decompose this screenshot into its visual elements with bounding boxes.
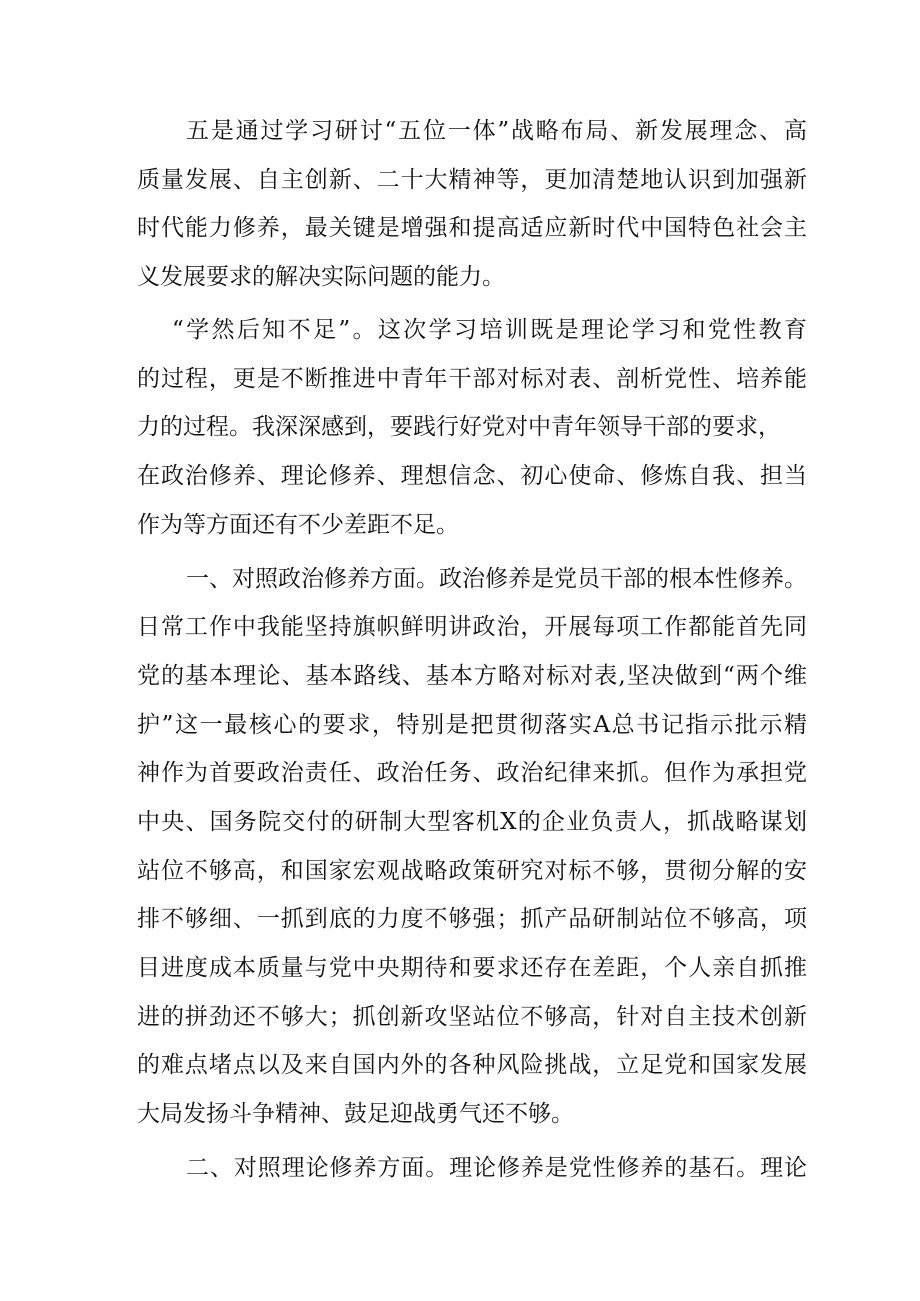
paragraph-2-line-1: “学然后知不足”。这次学习培训既是理论学习和党性教育 (172, 317, 807, 343)
paragraph-2-line-4: 在政治修养、理论修养、理想信念、初心使命、修炼自我、担当 (137, 463, 807, 489)
paragraph-3-line-1: 一、对照政治修养方面。政治修养是党员干部的根本性修养。 (186, 566, 807, 592)
paragraph-4-line-1: 二、对照理论修养方面。理论修养是党性修养的基石。理论 (186, 1155, 807, 1181)
paragraph-1-line-2: 质量发展、自主创新、二十大精神等，更加清楚地认识到加强新 (137, 167, 807, 193)
paragraph-1-line-1: 五是通过学习研讨“五位一体”战略布局、新发展理念、高 (186, 118, 807, 144)
paragraph-3-line-5: 神作为首要政治责任、政治任务、政治纪律来抓。但作为承担党 (137, 760, 807, 786)
paragraph-1-line-4: 义发展要求的解决实际问题的能力。 (137, 264, 505, 290)
paragraph-3-line-6: 中央、国务院交付的研制大型客机X的企业负责人，抓战略谋划 (137, 809, 807, 835)
paragraph-3-line-11: 的难点堵点以及来自国内外的各种风险挑战，立足党和国家发展 (137, 1052, 807, 1078)
paragraph-3-line-4: 护”这一最核心的要求，特别是把贯彻落实A总书记指示批示精 (137, 712, 807, 738)
paragraph-3-line-2: 日常工作中我能坚持旗帜鲜明讲政治，开展每项工作都能首先同 (137, 614, 807, 640)
paragraph-3-line-8: 排不够细、一抓到底的力度不够强；抓产品研制站位不够高，项 (137, 906, 807, 932)
paragraph-3-line-12: 大局发扬斗争精神、鼓足迎战勇气还不够。 (137, 1101, 574, 1127)
paragraph-2-line-3: 力的过程。我深深感到，要践行好党对中青年领导干部的要求， (137, 414, 781, 440)
paragraph-3-line-7: 站位不够高，和国家宏观战略政策研究对标不够，贯彻分解的安 (137, 858, 807, 884)
paragraph-3-line-10: 进的拼劲还不够大；抓创新攻坚站位不够高，针对自主技术创新 (137, 1004, 807, 1030)
paragraph-2-line-5: 作为等方面还有不少差距不足。 (137, 512, 459, 538)
paragraph-2-line-2: 的过程，更是不断推进中青年干部对标对表、剖析党性、培养能 (137, 366, 807, 392)
paragraph-3-line-9: 目进度成本质量与党中央期待和要求还存在差距，个人亲自抓推 (137, 955, 807, 981)
paragraph-3-line-3: 党的基本理论、基本路线、基本方略对标对表,坚决做到“两个维 (137, 663, 807, 689)
paragraph-1-line-3: 时代能力修养，最关键是增强和提高适应新时代中国特色社会主 (137, 215, 807, 241)
